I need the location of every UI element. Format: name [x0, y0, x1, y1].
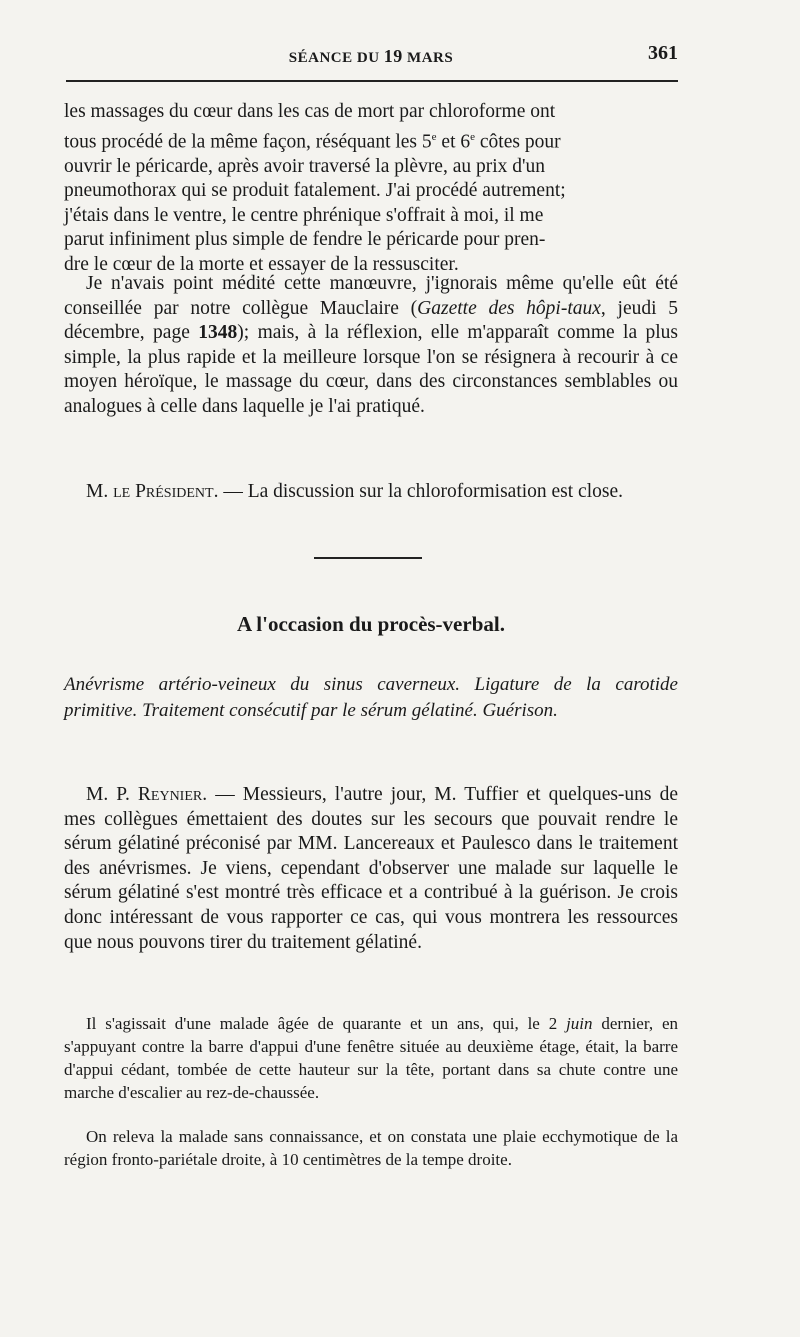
case-paragraph-1 — [64, 1012, 678, 1104]
page-number: 361 — [648, 42, 678, 64]
paragraph-line: tous procédé de la même façon, réséquant les 5e et 6e côtes pour — [64, 130, 561, 153]
paragraph-line: j'étais dans le ventre, le centre phrénique s'offrait à moi, il me — [64, 204, 544, 226]
paragraph-text: , jeudi 5 décembre, page — [64, 297, 678, 344]
running-title — [64, 46, 678, 67]
case-text: dernier, en s'appuyant contre la barre d'appui d'une fenêtre située au deuxième étage, était, la barre d'appui cédant, tombée de cette hauteur sur la tête, portant dans sa chute contre une marche d'escalier au rez-de-chaussée. — [64, 1014, 678, 1102]
journal-title: Gazette des hôpi-taux — [417, 297, 601, 319]
paragraph-continued — [64, 100, 678, 278]
reynier-statement — [64, 783, 678, 955]
book-page — [64, 0, 678, 1337]
section-title: A l'occasion du procès-verbal. — [237, 612, 505, 636]
running-head — [64, 40, 678, 72]
paragraph-line: les massages du cœur dans les cas de mort par chloroforme ont — [64, 101, 556, 122]
reynier-text: — Messieurs, l'autre jour, M. Tuffier et quelques-uns de mes collègues émettaient des doutes sur les secours que pouvait rendre le sérum gélatiné préconisé par MM. Lancereaux et Paulesco dans le traitement des anévrismes. Je viens, cependant d'observer une malade sur laquelle le sérum gélatiné s'est montré très efficace et a contribué à la guérison. Je crois donc intéressant de vous rapporter ce cas, qui vous montrera les ressources que nous pouvons tirer du traitement gélatiné. — [64, 784, 678, 953]
speaker-reynier: Reynier. — [137, 784, 208, 805]
running-title-pre: SÉANCE DU — [288, 50, 380, 66]
paragraph-line: ouvrir le péricarde, après avoir traversé la plèvre, au prix d'un — [64, 155, 546, 177]
president-statement — [64, 480, 678, 505]
running-title-day: 19 — [383, 46, 403, 66]
section-separator — [314, 557, 422, 559]
case-text: On releva la malade sans connaissance, et on constata une plaie ecchymotique de la région fronto-pariétale droite, à 10 centimètres de la tempe droite. — [64, 1127, 678, 1169]
paragraph-line: pneumothorax qui se produit fatalement. J'ai procédé autrement; — [64, 180, 566, 202]
case-date: juin — [566, 1014, 593, 1033]
speaker-president: M. le Président. — [86, 481, 219, 502]
header-rule — [66, 80, 678, 82]
case-paragraph-2 — [64, 1125, 678, 1171]
paragraph-line: dre le cœur de la morte et essayer de la ressusciter. — [64, 254, 459, 276]
paragraph-text: ); mais, à la réflexion, elle m'apparaît comme la plus simple, la plus rapide et la meilleure lorsque l'on se résignera à recourir à ce moyen héroïque, le massage du cœur, dans des circonstances semblables ou analogues à celle dans laquelle je l'ai pratiqué. — [64, 322, 679, 417]
paragraph-mauclaire — [64, 272, 678, 420]
running-title-post: MARS — [407, 50, 454, 66]
case-text: Il s'agissait d'une malade âgée de quarante et un ans, qui, le 2 — [86, 1014, 567, 1033]
president-text: — La discussion sur la chloroformisation est close. — [218, 481, 624, 502]
speaker-prefix: M. P. — [86, 784, 138, 805]
paragraph-line: parut infiniment plus simple de fendre le péricarde pour pren- — [64, 229, 546, 251]
paragraph-text: Je n'avais point médité cette manœuvre, j'ignorais même qu'elle eût été conseillée par notre collègue Mauclaire ( — [64, 273, 678, 319]
page-reference: 1348 — [198, 322, 238, 344]
article-subtitle: Anévrisme artério-veineux du sinus caverneux. Ligature de la carotide primitive. Traitement consécutif par le sérum gélatiné. Guérison. — [64, 674, 678, 721]
